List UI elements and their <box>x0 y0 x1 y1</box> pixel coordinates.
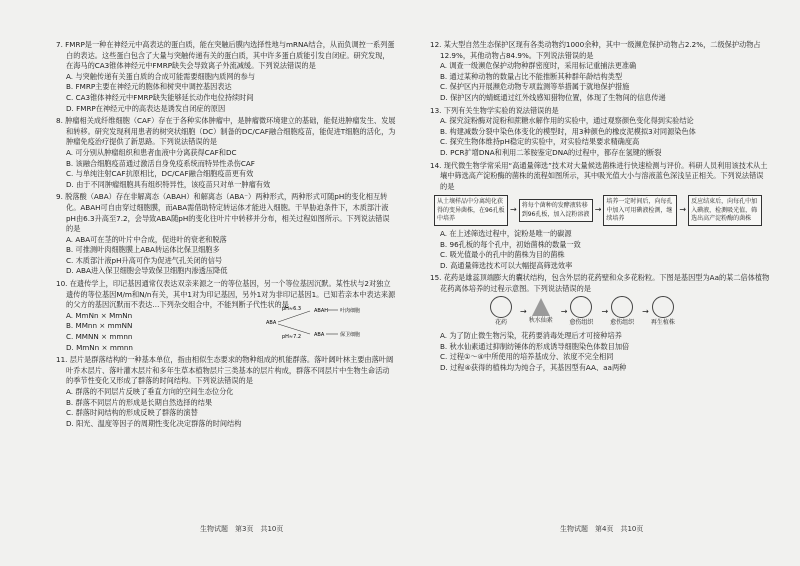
figure-label: 再生植株 <box>650 319 675 327</box>
anther-culture-figure <box>490 296 770 329</box>
question-stem: 9. 脱落酸（ABA）存在非解离态（ABAH）和解离态（ABA⁻）两种形式，两种形式可随pH的变化相互转化。ABAH可自由穿过细胞膜，而ABA需借助特定转运体才能进入细胞。干旱胁迫条件下，木质部汁液pH由6.3升高至7.2，会导致ABA随pH的变化往叶片中转移并分布，相关过程如图所示。下列说法错误的是 <box>56 192 390 234</box>
option-b: B. 秋水仙素通过抑制纺锤体的形成诱导细胞染色体数目加倍 <box>440 341 630 351</box>
arrow-icon: → <box>594 205 602 215</box>
option-b: B. 96孔板的每个孔中，初始菌株的数量一致 <box>440 239 581 249</box>
arrow-icon: → <box>510 205 517 215</box>
flask-icon <box>532 298 550 316</box>
figure-label: 叶肉细胞 <box>340 308 361 314</box>
callus-icon <box>570 296 592 318</box>
option-a: A. ABA可在茎的叶片中合成，促进叶的衰老和脱落 <box>66 234 227 244</box>
callus-icon <box>611 296 633 318</box>
anther-icon <box>490 296 512 318</box>
option-c: C. 群落时间结构的形成反映了群落的演替 <box>66 408 198 418</box>
figure-label: 花药 <box>494 319 507 327</box>
option-b: B. MMnn × mmNN <box>66 321 133 331</box>
option-d: D. PCR扩增DNA和利用二苯胺鉴定DNA的过程中，都存在氢键的断裂 <box>440 147 662 157</box>
plant-icon <box>652 296 674 318</box>
option-c: C. 保护区内开展濒危动物专项监测等举措属于就地保护措施 <box>440 82 630 92</box>
flow-step: 将每个菌种的发酵液转移到96孔板，加入淀粉溶液 <box>519 199 593 221</box>
option-d: D. FMRP在神经元中的高表达是诱发自闭症的原因 <box>66 103 226 113</box>
figure-label: 愈伤组织 <box>569 319 594 327</box>
question-stem: 7. FMRP是一种在神经元中高表达的蛋白质，能在突触后膜内选择性地与mRNA结合，从而负调控一系列蛋白的表达。这些蛋白包含了大量与突触传递有关的蛋白质，其中许多蛋白质能引发自闭症。研究发现，在海马的CA3锥体神经元中FMRP缺失会导致离子外流减缓。下列说法错误的是 <box>56 40 395 71</box>
option-a: A. 与突触传递有关蛋白质的合成可能需要细胞内质网的参与 <box>66 71 256 81</box>
option-a: A. MmNn × MmNn <box>66 310 133 320</box>
arrow-icon: → <box>560 307 568 317</box>
left-page <box>56 40 396 431</box>
arrow-icon: → <box>601 307 609 317</box>
option-d: D. 过程④获得的植株均为纯合子，其基因型有AA、aa两种 <box>440 362 627 372</box>
right-page <box>430 40 770 375</box>
option-c: C. CA3锥体神经元中FMRP缺失能够延长动作电位持续时间 <box>66 92 254 102</box>
figure-label: 愈伤组织 <box>610 319 635 327</box>
option-c: C. 过程①～④中所使用的培养基成分、浓度不完全相同 <box>440 352 614 362</box>
option-c: C. 探究生物体维持pH稳定的实验中，对实验结果要求精确度高 <box>440 137 640 147</box>
question-15 <box>430 273 770 373</box>
figure-label: pH≈6.3 <box>282 306 302 312</box>
option-c: C. 吸光值最小的孔中的菌株为目的菌株 <box>440 250 565 260</box>
option-a: A. 可分别从肿瘤组织和患者血液中分离获得CAF和DC <box>66 147 237 157</box>
option-a: A. 调查一级濒危保护动物种群密度时，采用标记重捕法更准确 <box>440 61 637 71</box>
question-13 <box>430 106 770 159</box>
figure-label: ABAH <box>314 308 329 314</box>
question-stem: 15. 花药是雄蕊顶端膨大的囊状结构，包含外层的花药壁和众多花粉粒。下图是基因型为Aa的某二倍体植物花药离体培养的过程示意图。下列说法错误的是 <box>430 273 770 293</box>
figure-label: pH≈7.2 <box>282 334 302 340</box>
question-14 <box>430 161 770 272</box>
question-8 <box>56 116 396 190</box>
question-stem: 14. 现代微生物学常采用“高通量筛选”技术对大量候选菌株进行快速检测与评价。科研人员利用该技术从土壤中筛选高产淀粉酶的菌株的流程如图所示，其中吸光值大小与溶液蓝色深浅呈正相关。下列说法错误的是 <box>430 160 768 191</box>
option-b: B. 通过某种动物的数量占比不能推断其种群年龄结构类型 <box>440 71 623 81</box>
option-d: D. 阳光、温度等因子的周期性变化决定群落的时间结构 <box>66 418 242 428</box>
question-stem: 12. 某大型自然生态保护区现有各类动物约1000余种，其中一级濒危保护动物占2.2%，二级保护动物占12.9%，其他动物占84.9%。下列说法错误的是 <box>430 40 761 60</box>
option-a: A. 在上述筛选过程中，淀粉是唯一的碳源 <box>440 228 572 238</box>
question-stem: 10. 在遗传学上，印记基因通常仅表达双亲来源之一的等位基因，另一个等位基因沉默。某性状与2对独立遗传的等位基因M/m和N/n有关，其中1对为印记基因，另外1对为非印记基因1。已知若亲本中表达来源的父方的基因沉默而不表达…下列杂交组合中，不能判断子代性状的是 <box>56 279 396 310</box>
option-d: D. ABA进入保卫细胞会导致保卫细胞内渗透压降低 <box>66 266 228 276</box>
page-footer: 生物试题 第3页 共10页 <box>200 525 284 533</box>
figure-label: 保卫细胞 <box>340 332 361 338</box>
flow-step: 从土壤样品中分离纯化获得的变异菌株，在96孔板中培养 <box>434 195 508 226</box>
option-b: B. 构建减数分裂中染色体变化的模型时，用3种颜色的橡皮泥模拟3对同源染色体 <box>440 126 696 136</box>
screening-flowchart <box>434 195 770 226</box>
figure-step <box>569 296 593 329</box>
question-11 <box>56 355 396 429</box>
option-c: C. 木质部汁液pH升高可作为促进气孔关闭的信号 <box>66 255 223 265</box>
question-stem: 8. 肿瘤相关成纤维细胞（CAF）存在于各种实体肿瘤中，是肿瘤微环境建立的基础，能促进肿瘤发生、发展和转移。研究发现利用患者的树突状细胞（DC）制备的DC/CAF融合细胞疫苗，能促进T细胞的活化，为肿瘤免疫治疗提供了新思路。下列说法错误的是 <box>56 116 396 147</box>
option-d: D. MmNn × mmnn <box>66 342 133 352</box>
page-footer: 生物试题 第4页 共10页 <box>560 525 644 533</box>
figure-label: 秋水仙素 <box>528 317 553 325</box>
option-c: C. 与单纯注射CAF抗原相比，DC/CAF融合细胞疫苗更有效 <box>66 169 254 179</box>
flow-step: 反应结束后，向每孔中加入碘液，检测吸光值，筛选出高产淀粉酶的菌株 <box>688 195 762 226</box>
flow-step: 培养一定时间后，向每孔中加入可用碘液检测，继续培养 <box>603 195 677 226</box>
option-c: C. MMNN × mmnn <box>66 332 133 342</box>
question-stem: 13. 下列有关生物学实验的说法错误的是 <box>430 105 559 115</box>
figure-step <box>651 296 675 329</box>
figure-label: ABA <box>314 332 325 338</box>
arrow-icon: → <box>679 205 687 215</box>
figure-label: ABA <box>266 320 277 326</box>
figure-step <box>529 298 553 327</box>
option-d: D. 高通量筛选技术可以大幅提高筛选效率 <box>440 260 573 270</box>
option-a: A. 为了防止微生物污染，花药要消毒处理后才可接种培养 <box>440 331 622 341</box>
option-b: B. 该融合细胞疫苗通过激活自身免疫系统而特异性杀伤CAF <box>66 158 255 168</box>
option-b: B. 可推测叶肉细胞膜上ABA转运体比保卫细胞多 <box>66 245 220 255</box>
arrow-icon: → <box>520 307 527 317</box>
arrow-icon: → <box>642 307 649 317</box>
question-7 <box>56 40 396 114</box>
figure-step <box>610 296 634 329</box>
aba-transport-figure <box>262 302 372 342</box>
option-a: A. 群落的不同层片反映了垂直方向的空间生态位分化 <box>66 387 234 396</box>
figure-step <box>490 296 512 329</box>
option-a: A. 探究淀粉酶对淀粉和蔗糖水解作用的实验中，通过观察颜色变化得到实验结论 <box>440 116 694 126</box>
option-d: D. 保护区内的蜻蜓通过红外线感知猎物位置，体现了生物间的信息传递 <box>440 92 666 102</box>
question-stem: 11. 层片是群落结构的一种基本单位，指由相似生态要求的物种组成的机能群落。落叶阔叶林主要由落叶阔叶乔木层片、落叶灌木层片和多年生草本植物层片三类基本的层片构成，群落不同层片中生物生命活动的季节性变化又形成了群落的时间结构。下列说法错误的是 <box>56 355 394 386</box>
option-b: B. 群落不同层片的形成是长期自然选择的结果 <box>66 397 213 407</box>
question-12 <box>430 40 770 104</box>
question-9 <box>56 192 396 277</box>
option-d: D. 由于不同肿瘤细胞具有组织特异性，该疫苗只对单一肿瘤有效 <box>66 179 271 189</box>
option-b: B. FMRP主要在神经元的胞体和树突中调控基因表达 <box>66 82 232 92</box>
